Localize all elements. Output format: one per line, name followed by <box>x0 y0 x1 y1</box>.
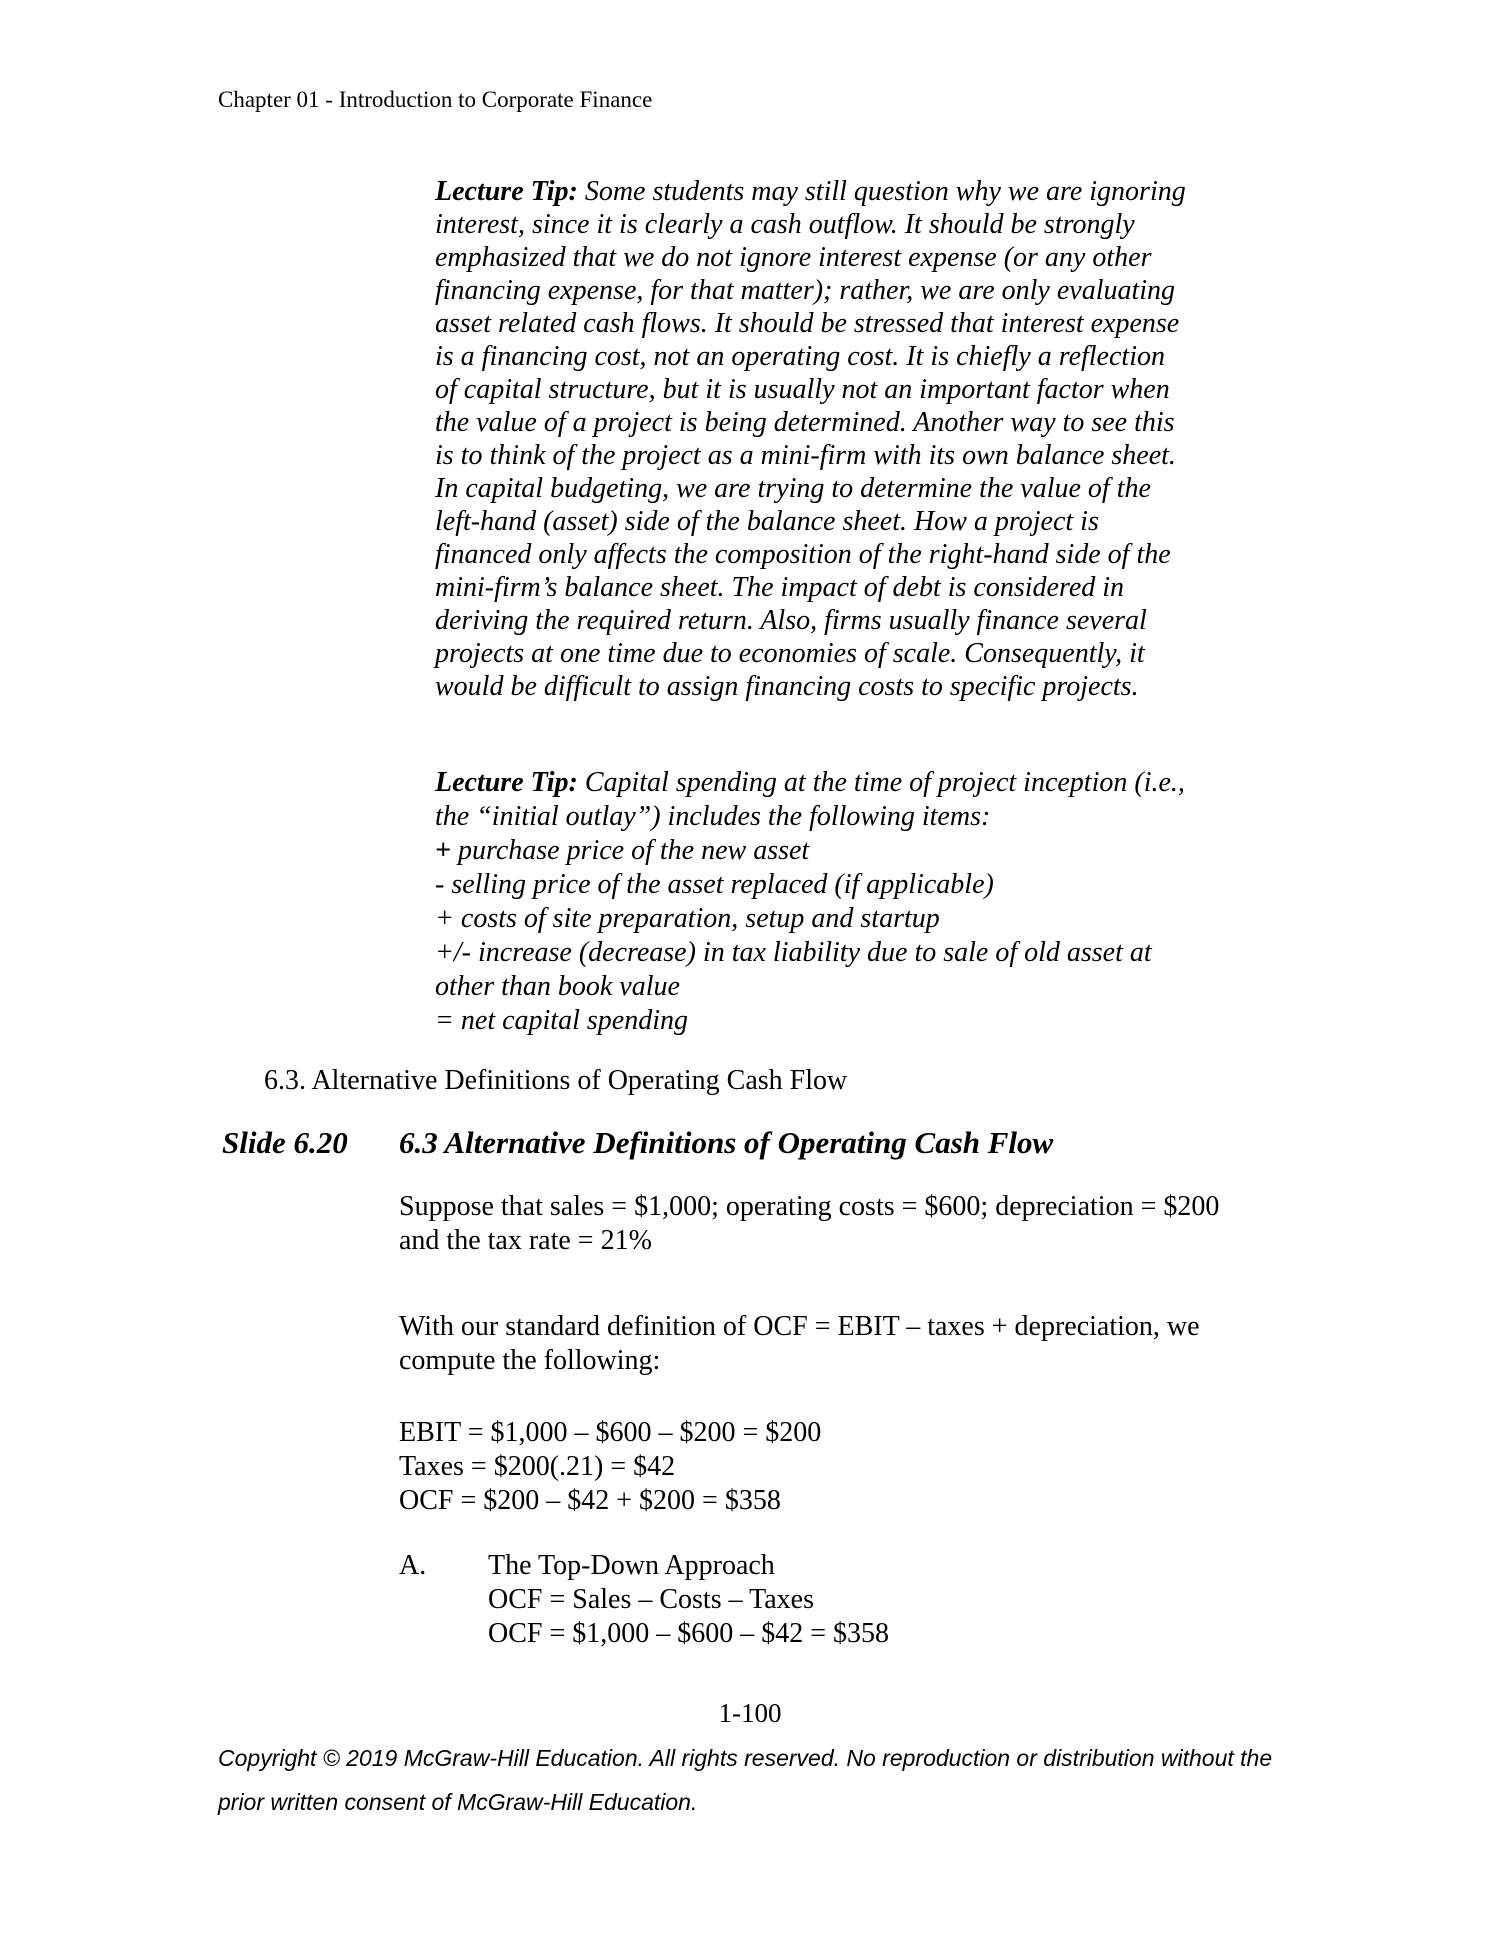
paragraph-line: interest, since it is clearly a cash outflow. It should be strongly <box>435 209 1135 240</box>
paragraph-line: emphasized that we do not ignore interest expense (or any other <box>435 242 1152 273</box>
lecture-tip-paragraph-2 <box>435 766 1185 1038</box>
paragraph-line: other than book value <box>435 971 680 1002</box>
paragraph-line <box>435 175 1186 208</box>
paragraph-line: financed only affects the composition of the right-hand side of the <box>435 539 1171 570</box>
paragraph-line: deriving the required return. Also, firms usually finance several <box>435 605 1147 636</box>
copyright-line: Copyright © 2019 McGraw-Hill Education. All rights reserved. No reproduction or distribution without the <box>218 1745 1273 1771</box>
paragraph-line: is a financing cost, not an operating cost. It is chiefly a reflection <box>435 341 1165 372</box>
lecture-tip-label: Lecture Tip: <box>435 176 578 207</box>
page-number: 1-100 <box>718 1698 782 1728</box>
section-heading: 6.3. Alternative Definitions of Operating Cash Flow <box>264 1065 848 1096</box>
paragraph-line: = net capital spending <box>435 1005 688 1036</box>
copyright-line: prior written consent of McGraw-Hill Education. <box>218 1789 698 1815</box>
paragraph-line: compute the following: <box>399 1345 661 1376</box>
paragraph-line <box>435 766 1185 800</box>
lecture-tip-label: Lecture Tip: <box>435 767 578 798</box>
paragraph-line: With our standard definition of OCF = EBIT – taxes + depreciation, we <box>399 1311 1200 1342</box>
paragraph-line: is to think of the project as a mini-firm with its own balance sheet. <box>435 440 1176 471</box>
paragraph-line: In capital budgeting, we are trying to determine the value of the <box>435 473 1151 504</box>
lecture-tip-paragraph-1 <box>435 175 1186 703</box>
paragraph-text: Some students may still question why we are ignoring <box>577 176 1186 207</box>
list-item-title: The Top-Down Approach <box>488 1550 775 1581</box>
paragraph-line: the “initial outlay”) includes the following items: <box>435 801 991 832</box>
paragraph-line: of capital structure, but it is usually not an important factor when <box>435 374 1170 405</box>
suppose-paragraph <box>399 1190 1219 1258</box>
slide-heading: 6.3 Alternative Definitions of Operating Cash Flow <box>399 1125 1054 1160</box>
copyright-footer <box>218 1736 1338 1824</box>
paragraph-line: Suppose that sales = $1,000; operating costs = $600; depreciation = $200 <box>399 1191 1220 1222</box>
paragraph-line: the value of a project is being determined. Another way to see this <box>435 407 1175 438</box>
list-item <box>399 1549 889 1583</box>
calc-line-ocf-formula: OCF = Sales – Costs – Taxes <box>488 1584 815 1615</box>
paragraph-text: purchase price of the new asset <box>450 835 810 866</box>
paragraph-line: +/- increase (decrease) in tax liability due to sale of old asset at <box>435 937 1152 968</box>
list-item-letter: A. <box>399 1550 427 1581</box>
calc-line-taxes: Taxes = $200(.21) = $42 <box>399 1451 676 1482</box>
calc-line-ocf-values: OCF = $1,000 – $600 – $42 = $358 <box>488 1618 890 1649</box>
paragraph-line: + costs of site preparation, setup and startup <box>435 903 940 934</box>
running-header: Chapter 01 - Introduction to Corporate Finance <box>218 87 653 112</box>
plus-sign: + <box>435 835 451 866</box>
paragraph-line: would be difficult to assign financing costs to specific projects. <box>435 671 1139 702</box>
calculation-block <box>399 1416 821 1518</box>
paragraph-line: and the tax rate = 21% <box>399 1225 652 1256</box>
paragraph-text: Capital spending at the time of project inception (i.e., <box>577 767 1185 798</box>
paragraph-line: projects at one time due to economies of scale. Consequently, it <box>435 638 1145 669</box>
paragraph-line <box>435 834 1165 868</box>
paragraph-line: financing expense, for that matter); rather, we are only evaluating <box>435 275 1176 306</box>
calc-line-ebit: EBIT = $1,000 – $600 – $200 = $200 <box>399 1417 822 1448</box>
top-down-approach-block <box>399 1549 889 1651</box>
paragraph-line: left-hand (asset) side of the balance sheet. How a project is <box>435 506 1099 537</box>
paragraph-line: asset related cash flows. It should be stressed that interest expense <box>435 308 1180 339</box>
definition-paragraph <box>399 1310 1200 1378</box>
paragraph-line: mini-firm’s balance sheet. The impact of debt is considered in <box>435 572 1125 603</box>
slide-label: Slide 6.20 <box>222 1125 348 1160</box>
calc-line-ocf: OCF = $200 – $42 + $200 = $358 <box>399 1485 781 1516</box>
paragraph-line: - selling price of the asset replaced (if applicable) <box>435 869 994 900</box>
